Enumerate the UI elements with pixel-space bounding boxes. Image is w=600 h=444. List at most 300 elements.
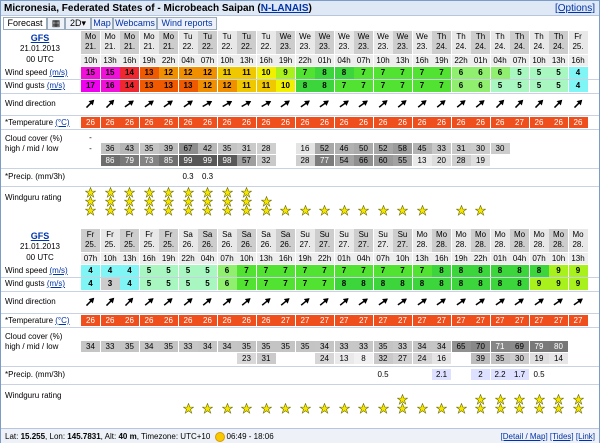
- day-header: We 23.: [296, 31, 315, 54]
- rating-star-icon: [222, 187, 233, 198]
- wind-speed-cell: 9: [569, 265, 588, 277]
- precip-cell: 0.5: [374, 369, 393, 380]
- day-header: We 23.: [276, 31, 295, 54]
- wind-direction-arrow-icon: [317, 295, 331, 309]
- chevron-down-icon: ▾: [81, 18, 87, 28]
- forecast-block: [1, 229, 599, 425]
- cloud-low-cell: 99: [179, 155, 198, 166]
- hour-header: 13h: [257, 253, 276, 264]
- wind-speed-cell: 6: [491, 67, 510, 79]
- cloud-low-cell: 32: [374, 353, 393, 364]
- wind-speed-cell: 8: [471, 265, 490, 277]
- spot-link[interactable]: N-LANAIS: [260, 3, 309, 14]
- wind-speed-cell: 14: [120, 67, 139, 79]
- cloud-mid-cell: -: [81, 143, 100, 154]
- rating-star-icon: [300, 403, 311, 414]
- wind-gust-cell: 13: [179, 80, 198, 92]
- wind-gust-cell: 4: [120, 278, 139, 290]
- wind-gust-cell: 11: [237, 80, 256, 92]
- wind-direction-arrow-icon: [551, 97, 565, 111]
- wind-direction-arrow-icon: [454, 97, 468, 111]
- wind-gust-cell: 8: [354, 278, 373, 290]
- cloud-mid-cell: 33: [432, 143, 451, 154]
- cloud-low-cell: 39: [471, 353, 490, 364]
- day-header: Mo 21.: [140, 31, 159, 54]
- wind-direction-arrow-icon: [122, 97, 136, 111]
- hour-header: 10h: [101, 253, 120, 264]
- rating-star-icon: [378, 403, 389, 414]
- hour-header: 13h: [393, 55, 412, 66]
- rating-star-icon: [105, 187, 116, 198]
- temperature-cell: 26: [81, 117, 100, 128]
- hour-header: 16h: [413, 55, 432, 66]
- wind-direction-arrow-icon: [161, 295, 175, 309]
- cloud-low-cell: 8: [354, 353, 373, 364]
- cloud-low-cell: 24: [315, 353, 334, 364]
- wind-direction-arrow-icon: [278, 97, 292, 111]
- day-header: Su 27.: [335, 229, 354, 252]
- wind-speed-cell: 6: [218, 265, 237, 277]
- day-header: Mo 28.: [569, 229, 588, 252]
- permalink[interactable]: [Link]: [575, 432, 595, 441]
- wind-gust-cell: 8: [296, 80, 315, 92]
- spot-title: Micronesia, Federated States of - Microbeach Saipan: [4, 3, 255, 14]
- wind-speed-cell: 8: [491, 265, 510, 277]
- cloud-cover-label: Cloud cover (%) high / mid / low: [5, 134, 63, 153]
- wind-direction-arrow-icon: [239, 295, 253, 309]
- temperature-cell: 26: [101, 117, 120, 128]
- day-header: Th 24.: [530, 31, 549, 54]
- day-header: Fr 25.: [120, 229, 139, 252]
- wind-speed-cell: 10: [257, 67, 276, 79]
- wind-gust-cell: 12: [198, 80, 217, 92]
- cloud-mid-cell: 52: [315, 143, 334, 154]
- wind-direction-label: Wind direction: [5, 297, 56, 306]
- wind-speed-cell: 5: [549, 67, 568, 79]
- cloud-mid-cell: 35: [120, 341, 139, 352]
- hour-header: 10h: [393, 253, 412, 264]
- temperature-cell: 26: [101, 315, 120, 326]
- detail-map-link[interactable]: [Detail / Map]: [500, 432, 548, 441]
- wind-direction-arrow-icon: [142, 97, 156, 111]
- temperature-cell: 26: [198, 315, 217, 326]
- day-header: Mo 28.: [452, 229, 471, 252]
- cloud-low-cell: 77: [315, 155, 334, 166]
- wind-gust-cell: 3: [101, 278, 120, 290]
- tab-forecast[interactable]: Forecast: [3, 17, 47, 30]
- hour-header: 07h: [354, 55, 373, 66]
- hour-header: 07h: [510, 55, 529, 66]
- tab-bar: [1, 17, 301, 30]
- wind-direction-arrow-icon: [434, 295, 448, 309]
- wind-speed-cell: 5: [510, 67, 529, 79]
- temperature-cell: 27: [510, 117, 529, 128]
- cloud-low-cell: 86: [101, 155, 120, 166]
- temperature-cell: 26: [335, 117, 354, 128]
- temperature-cell: 26: [218, 315, 237, 326]
- cloud-mid-cell: 31: [452, 143, 471, 154]
- hour-header: 07h: [81, 253, 100, 264]
- hour-header: 01h: [315, 55, 334, 66]
- temperature-cell: 26: [354, 117, 373, 128]
- cloud-low-cell: 19: [471, 155, 490, 166]
- wind-direction-arrow-icon: [395, 97, 409, 111]
- tab-webcams[interactable]: Webcams: [113, 17, 157, 30]
- model-link[interactable]: GFS: [30, 33, 50, 43]
- wind-speed-cell: 13: [140, 67, 159, 79]
- wind-speed-cell: 7: [335, 265, 354, 277]
- rating-star-icon: [280, 403, 291, 414]
- wind-speed-cell: 5: [198, 265, 217, 277]
- hour-header: 19h: [296, 253, 315, 264]
- row-divider: [1, 277, 599, 278]
- sun-icon: [215, 432, 225, 442]
- wind-speed-cell: 7: [296, 67, 315, 79]
- wind-gusts-label: Wind gusts (m/s): [5, 81, 66, 90]
- wind-speed-cell: 15: [81, 67, 100, 79]
- cloud-low-cell: 13: [413, 155, 432, 166]
- tab-2d[interactable]: 2D▾: [65, 17, 91, 30]
- hour-header: 04h: [354, 253, 373, 264]
- rating-star-icon: [514, 394, 525, 405]
- day-header: Tu 22.: [179, 31, 198, 54]
- cloud-mid-cell: 58: [393, 143, 412, 154]
- rating-star-icon: [339, 205, 350, 216]
- rating-star-icon: [358, 205, 369, 216]
- wind-speed-cell: 4: [120, 265, 139, 277]
- rating-star-icon: [573, 394, 584, 405]
- wind-gust-cell: 8: [315, 80, 334, 92]
- cloud-mid-cell: 34: [413, 341, 432, 352]
- temperature-cell: 26: [140, 117, 159, 128]
- temperature-cell: 26: [413, 117, 432, 128]
- hour-header: 16h: [432, 253, 451, 264]
- temperature-cell: 27: [569, 315, 588, 326]
- cloud-mid-cell: 46: [335, 143, 354, 154]
- day-header: Fr 25.: [81, 229, 100, 252]
- precip-cell: 0.3: [198, 171, 217, 182]
- hour-header: 13h: [237, 55, 256, 66]
- row-divider: [1, 129, 599, 130]
- wind-speed-cell: 7: [432, 67, 451, 79]
- wind-speed-cell: 8: [452, 265, 471, 277]
- precip-label: *Precip. (mm/3h): [5, 370, 66, 379]
- temperature-cell: 27: [276, 315, 295, 326]
- rating-star-icon: [280, 205, 291, 216]
- wind-gust-cell: 7: [257, 278, 276, 290]
- temperature-cell: 26: [120, 315, 139, 326]
- cloud-low-cell: 30: [510, 353, 529, 364]
- cloud-low-cell: 99: [198, 155, 217, 166]
- cloud-mid-cell: 34: [218, 341, 237, 352]
- hour-header: 01h: [335, 253, 354, 264]
- rating-star-icon: [378, 205, 389, 216]
- wind-direction-label: Wind direction: [5, 99, 56, 108]
- cloud-mid-cell: 45: [413, 143, 432, 154]
- tides-link[interactable]: [Tides]: [549, 432, 574, 441]
- hour-header: 10h: [237, 253, 256, 264]
- cloud-mid-cell: 16: [296, 143, 315, 154]
- wind-speed-cell: 7: [374, 67, 393, 79]
- wind-gust-cell: 8: [413, 278, 432, 290]
- temperature-cell: 26: [393, 117, 412, 128]
- wind-speed-cell: 7: [315, 265, 334, 277]
- wind-direction-arrow-icon: [454, 295, 468, 309]
- cloud-low-cell: 31: [257, 353, 276, 364]
- cloud-mid-cell: 33: [179, 341, 198, 352]
- precip-cell: 2.1: [432, 369, 451, 380]
- hour-header: 07h: [218, 253, 237, 264]
- cloud-mid-cell: 30: [471, 143, 490, 154]
- wind-speed-cell: 6: [471, 67, 490, 79]
- rating-star-icon: [202, 403, 213, 414]
- rating-star-icon: [397, 205, 408, 216]
- cloud-mid-cell: 35: [257, 341, 276, 352]
- hour-header: 01h: [491, 253, 510, 264]
- temperature-cell: 26: [491, 117, 510, 128]
- cloud-mid-cell: 35: [218, 143, 237, 154]
- wind-gust-cell: 13: [140, 80, 159, 92]
- cloud-high-cell: -: [81, 132, 100, 143]
- wind-gust-cell: 4: [569, 80, 588, 92]
- wind-direction-arrow-icon: [200, 97, 214, 111]
- rating-star-icon: [339, 403, 350, 414]
- tab-map[interactable]: Map: [91, 17, 113, 30]
- wind-direction-arrow-icon: [493, 295, 507, 309]
- cloud-low-cell: 13: [335, 353, 354, 364]
- day-header: Sa 26.: [198, 229, 217, 252]
- wind-gust-cell: 8: [374, 278, 393, 290]
- day-header: Fr 25.: [569, 31, 588, 54]
- day-header: Fr 25.: [101, 229, 120, 252]
- day-header: We 23.: [354, 31, 373, 54]
- cloud-low-cell: 27: [393, 353, 412, 364]
- rating-star-icon: [144, 187, 155, 198]
- rating-star-icon: [261, 196, 272, 207]
- temperature-cell: 26: [315, 117, 334, 128]
- rating-star-icon: [475, 205, 486, 216]
- cloud-mid-cell: 79: [530, 341, 549, 352]
- cloud-low-cell: 60: [374, 155, 393, 166]
- wind-speed-cell: 12: [198, 67, 217, 79]
- run-date: 21.01.2013: [19, 242, 61, 251]
- rating-label: Windguru rating: [5, 193, 62, 202]
- precip-cell: 2.2: [491, 369, 510, 380]
- hour-header: 19h: [452, 253, 471, 264]
- hour-header: 13h: [549, 55, 568, 66]
- cloud-mid-cell: 36: [101, 143, 120, 154]
- temperature-cell: 27: [393, 315, 412, 326]
- tab-wind-reports[interactable]: Wind reports: [157, 17, 217, 30]
- cloud-low-cell: 28: [296, 155, 315, 166]
- hour-header: 16h: [276, 253, 295, 264]
- wind-gust-cell: 9: [530, 278, 549, 290]
- model-link[interactable]: GFS: [30, 231, 50, 241]
- cloud-mid-cell: 80: [549, 341, 568, 352]
- wind-direction-arrow-icon: [571, 295, 585, 309]
- wind-gust-cell: 7: [315, 278, 334, 290]
- wind-gust-cell: 5: [549, 80, 568, 92]
- day-header: Th 24.: [471, 31, 490, 54]
- title-bar: Micronesia, Federated States of - Microbeach Saipan (N-LANAIS) [Options]: [1, 1, 599, 16]
- wind-gust-cell: 6: [218, 278, 237, 290]
- options-link[interactable]: [Options]: [554, 3, 595, 14]
- cloud-mid-cell: 35: [374, 341, 393, 352]
- temperature-cell: 26: [237, 315, 256, 326]
- cloud-low-cell: 73: [140, 155, 159, 166]
- cloud-mid-cell: 71: [491, 341, 510, 352]
- tab-calendar[interactable]: ▦: [47, 17, 65, 30]
- day-header: Sa 26.: [218, 229, 237, 252]
- wind-direction-arrow-icon: [122, 295, 136, 309]
- cloud-low-cell: 20: [432, 155, 451, 166]
- temperature-cell: 26: [179, 315, 198, 326]
- hour-header: 13h: [413, 253, 432, 264]
- wind-speed-cell: 7: [393, 67, 412, 79]
- wind-direction-arrow-icon: [395, 295, 409, 309]
- temperature-cell: 26: [549, 117, 568, 128]
- rating-label: Windguru rating: [5, 391, 62, 400]
- wind-gust-cell: 7: [335, 80, 354, 92]
- row-divider: [1, 115, 599, 116]
- rating-star-icon: [124, 187, 135, 198]
- wind-direction-arrow-icon: [220, 295, 234, 309]
- wind-gust-cell: 13: [159, 80, 178, 92]
- cloud-low-cell: 32: [257, 155, 276, 166]
- temperature-cell: 26: [257, 117, 276, 128]
- cloud-mid-cell: 35: [140, 143, 159, 154]
- wind-gust-cell: 8: [471, 278, 490, 290]
- wind-gust-cell: 7: [237, 278, 256, 290]
- hour-header: 10h: [549, 253, 568, 264]
- temperature-cell: 27: [530, 315, 549, 326]
- day-header: Th 24.: [452, 31, 471, 54]
- hour-header: 22h: [471, 253, 490, 264]
- wind-gust-cell: 8: [452, 278, 471, 290]
- temperature-cell: 27: [510, 315, 529, 326]
- wind-direction-arrow-icon: [200, 295, 214, 309]
- rating-star-icon: [319, 205, 330, 216]
- cloud-mid-cell: 35: [159, 341, 178, 352]
- wind-gust-cell: 5: [510, 80, 529, 92]
- temperature-cell: 26: [140, 315, 159, 326]
- precip-cell: 1.7: [510, 369, 529, 380]
- wind-gust-cell: 5: [530, 80, 549, 92]
- day-header: Tu 22.: [218, 31, 237, 54]
- wind-gust-cell: 7: [393, 80, 412, 92]
- cloud-low-cell: 35: [491, 353, 510, 364]
- wind-direction-arrow-icon: [239, 97, 253, 111]
- wind-speed-cell: 9: [276, 67, 295, 79]
- day-header: Mo 28.: [491, 229, 510, 252]
- wind-direction-arrow-icon: [298, 295, 312, 309]
- wind-gust-cell: 7: [432, 80, 451, 92]
- temperature-cell: 26: [374, 117, 393, 128]
- wind-direction-arrow-icon: [376, 97, 390, 111]
- temperature-cell: 26: [237, 117, 256, 128]
- rating-star-icon: [241, 403, 252, 414]
- altitude: 40 m: [118, 432, 137, 441]
- wind-direction-arrow-icon: [434, 97, 448, 111]
- wind-direction-arrow-icon: [473, 295, 487, 309]
- day-header: Mo 28.: [413, 229, 432, 252]
- hour-header: 07h: [530, 253, 549, 264]
- temperature-cell: 26: [569, 117, 588, 128]
- wind-gust-cell: 5: [198, 278, 217, 290]
- temperature-cell: 26: [452, 117, 471, 128]
- day-header: Sa 26.: [257, 229, 276, 252]
- wind-speed-cell: 15: [101, 67, 120, 79]
- day-header: Mo 28.: [530, 229, 549, 252]
- day-header: We 23.: [315, 31, 334, 54]
- hour-header: 04h: [179, 55, 198, 66]
- hour-header: 19h: [276, 55, 295, 66]
- wind-direction-arrow-icon: [161, 97, 175, 111]
- day-header: Th 24.: [432, 31, 451, 54]
- temperature-cell: 26: [179, 117, 198, 128]
- wind-gust-cell: 11: [257, 80, 276, 92]
- run-time: 00 UTC: [26, 55, 54, 64]
- wind-speed-cell: 8: [510, 265, 529, 277]
- temperature-cell: 26: [159, 117, 178, 128]
- day-header: Tu 22.: [257, 31, 276, 54]
- temperature-cell: 26: [296, 117, 315, 128]
- wind-speed-cell: 11: [237, 67, 256, 79]
- day-header: Th 24.: [491, 31, 510, 54]
- wind-gust-cell: 5: [491, 80, 510, 92]
- temperature-cell: 27: [374, 315, 393, 326]
- hour-header: 13h: [120, 253, 139, 264]
- longitude: 145.7831: [67, 432, 101, 441]
- cloud-mid-cell: 43: [120, 143, 139, 154]
- wind-gust-cell: 10: [276, 80, 295, 92]
- wind-speed-cell: 9: [549, 265, 568, 277]
- cloud-mid-cell: 39: [159, 143, 178, 154]
- wind-speed-label: Wind speed (m/s): [5, 68, 68, 77]
- wind-direction-arrow-icon: [103, 295, 117, 309]
- cloud-mid-cell: 31: [237, 143, 256, 154]
- temperature-cell: 27: [335, 315, 354, 326]
- wind-direction-arrow-icon: [181, 295, 195, 309]
- wind-gust-cell: 16: [101, 80, 120, 92]
- day-header: Tu 22.: [237, 31, 256, 54]
- cloud-mid-cell: 52: [374, 143, 393, 154]
- hour-header: 10h: [81, 55, 100, 66]
- wind-gust-cell: 5: [179, 278, 198, 290]
- rating-star-icon: [475, 394, 486, 405]
- temperature-cell: 26: [530, 117, 549, 128]
- hour-header: 16h: [140, 253, 159, 264]
- wind-speed-cell: 7: [393, 265, 412, 277]
- day-header: Sa 26.: [237, 229, 256, 252]
- wind-speed-cell: 4: [569, 67, 588, 79]
- temperature-cell: 26: [257, 315, 276, 326]
- wind-gust-cell: 8: [510, 278, 529, 290]
- cloud-low-cell: 55: [393, 155, 412, 166]
- hour-header: 04h: [491, 55, 510, 66]
- row-divider: [1, 79, 599, 80]
- hour-header: 16h: [569, 55, 588, 66]
- wind-gust-cell: 7: [413, 80, 432, 92]
- temperature-cell: 26: [198, 117, 217, 128]
- wind-direction-arrow-icon: [181, 97, 195, 111]
- hour-header: 13h: [101, 55, 120, 66]
- wind-direction-arrow-icon: [415, 97, 429, 111]
- cloud-mid-cell: 33: [354, 341, 373, 352]
- hour-header: 10h: [218, 55, 237, 66]
- cloud-mid-cell: 67: [179, 143, 198, 154]
- wind-direction-arrow-icon: [376, 295, 390, 309]
